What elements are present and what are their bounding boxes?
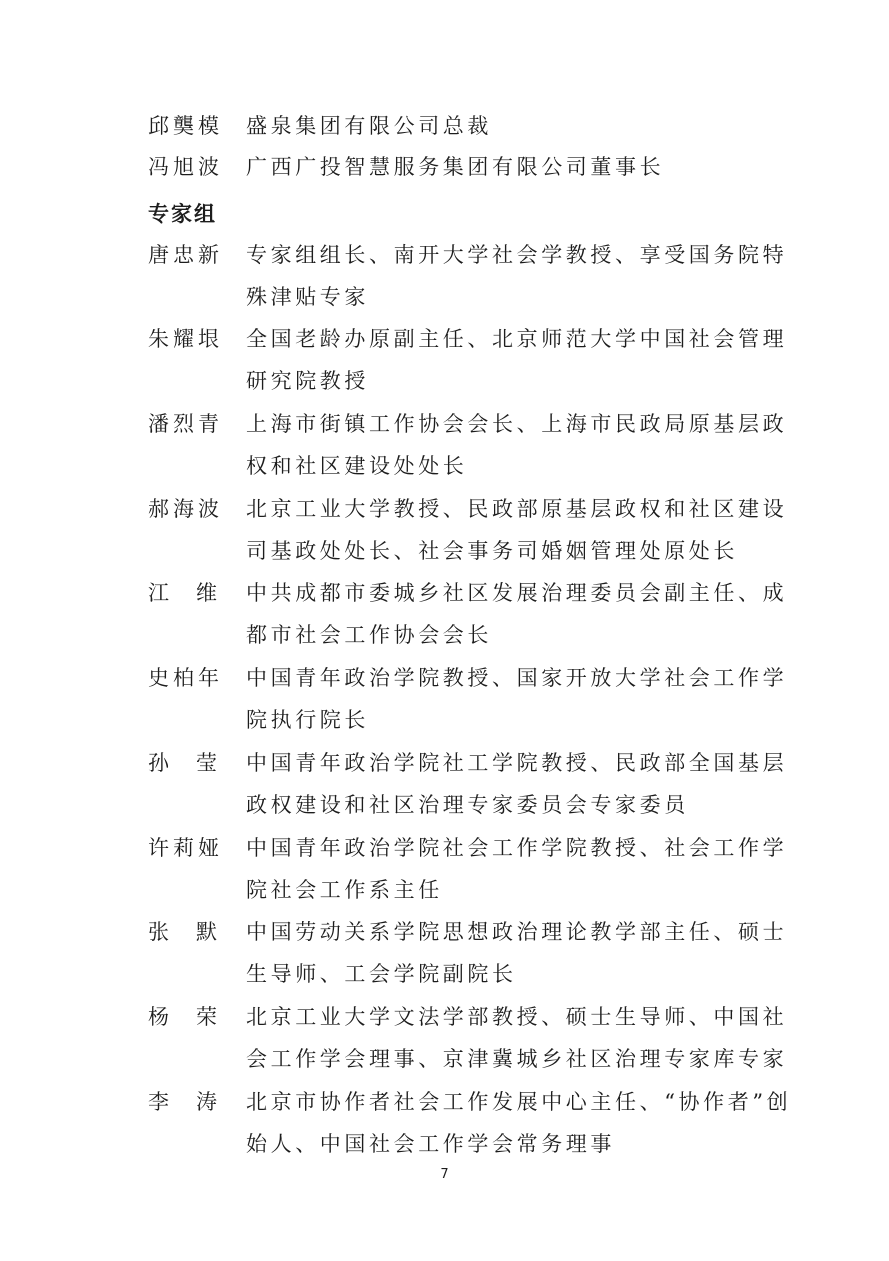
expert-desc: 都市社会工作协会会长 <box>246 623 492 647</box>
expert-desc: 中国青年政治学院社会工作学院教授、社会工作学 <box>246 836 788 860</box>
member-name: 邱龑模 <box>148 114 223 138</box>
expert-desc: 会工作学会理事、京津冀城乡社区治理专家库专家 <box>246 1047 788 1071</box>
expert-name: 李涛 <box>148 1090 244 1114</box>
expert-desc: 司基政处处长、社会事务司婚姻管理处原处长 <box>246 539 738 563</box>
member-desc: 广西广投智慧服务集团有限公司董事长 <box>246 155 665 179</box>
expert-desc: 专家组组长、南开大学社会学教授、享受国务院特 <box>246 243 788 267</box>
expert-name: 郝海波 <box>148 497 223 521</box>
expert-name: 孙莹 <box>148 751 244 775</box>
expert-desc: 政权建设和社区治理专家委员会专家委员 <box>246 793 689 817</box>
expert-desc: 院社会工作系主任 <box>246 878 443 902</box>
expert-desc: 院执行院长 <box>246 708 369 732</box>
member-desc: 盛泉集团有限公司总裁 <box>246 114 492 138</box>
member-name: 冯旭波 <box>148 155 223 179</box>
section-heading: 专家组 <box>148 201 217 226</box>
expert-desc: 上海市街镇工作协会会长、上海市民政局原基层政 <box>246 412 788 436</box>
expert-name: 史柏年 <box>148 666 223 690</box>
expert-desc: 始人、中国社会工作学会常务理事 <box>246 1132 615 1156</box>
expert-name: 江维 <box>148 581 244 605</box>
expert-desc: 全国老龄办原副主任、北京师范大学中国社会管理 <box>246 327 788 351</box>
expert-name: 潘烈青 <box>148 412 223 436</box>
expert-desc: 北京工业大学教授、民政部原基层政权和社区建设 <box>246 497 788 521</box>
expert-desc: 中国青年政治学院社工学院教授、民政部全国基层 <box>246 751 788 775</box>
expert-name: 朱耀垠 <box>148 327 223 351</box>
expert-desc: 权和社区建设处处长 <box>246 454 468 478</box>
expert-desc: 殊津贴专家 <box>246 285 369 309</box>
expert-desc: 北京工业大学文法学部教授、硕士生导师、中国社 <box>246 1005 788 1029</box>
expert-desc: 中国青年政治学院教授、国家开放大学社会工作学 <box>246 666 788 690</box>
expert-name: 唐忠新 <box>148 243 223 267</box>
expert-name: 杨荣 <box>148 1005 244 1029</box>
expert-desc: 北京市协作者社会工作发展中心主任、“协作者”创 <box>246 1090 792 1114</box>
expert-desc: 中共成都市委城乡社区发展治理委员会副主任、成 <box>246 581 788 605</box>
expert-name: 张默 <box>148 920 244 944</box>
expert-desc: 生导师、工会学院副院长 <box>246 962 517 986</box>
expert-desc: 中国劳动关系学院思想政治理论教学部主任、硕士 <box>246 920 788 944</box>
expert-name: 许莉娅 <box>148 836 223 860</box>
expert-desc: 研究院教授 <box>246 369 369 393</box>
page-number: 7 <box>440 1167 449 1182</box>
